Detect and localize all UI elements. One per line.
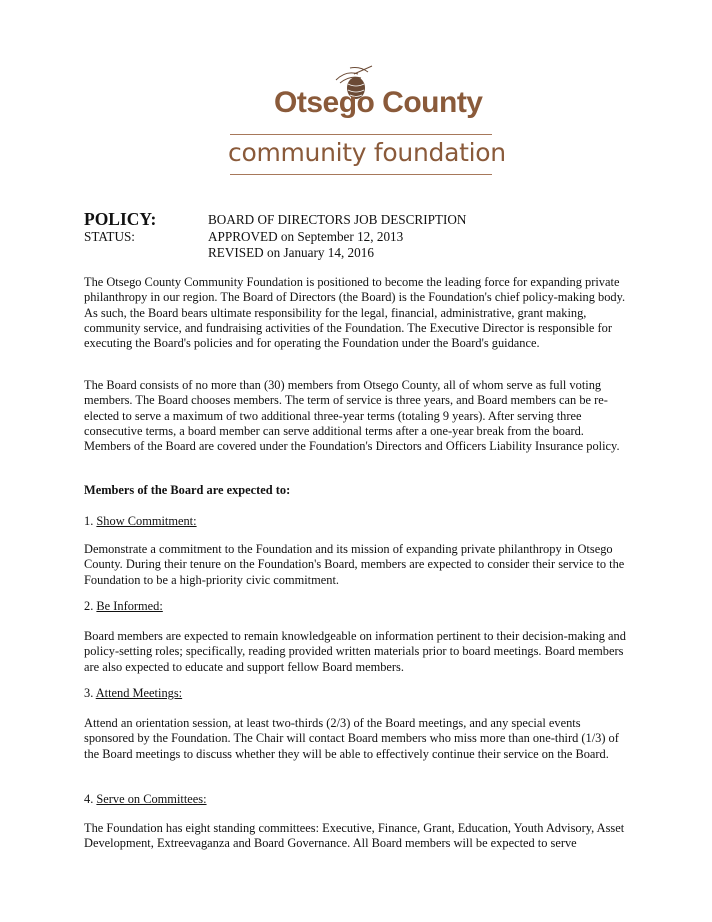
section-heading [84, 599, 629, 614]
status-revised: REVISED on January 14, 2016 [208, 245, 374, 260]
section-title: Show Commitment: [96, 514, 197, 528]
section-heading [84, 514, 629, 529]
section-text: The Foundation has eight standing committees: Executive, Finance, Grant, Education, Youth Advisory, Asset Development, Extreevaganza and Board Governance. All Board members will be expected to serve [84, 821, 625, 851]
section-number: 2. [84, 599, 94, 613]
composition-paragraph: The Board consists of no more than (30) members from Otsego County, all of whom serve as full voting members. The Board chooses members. The term of service is three years, and Board members can be re-elected to serve a maximum of two additional three-year terms (totaling 9 years). After serving three consecutive terms, a board member can serve additional terms after a one-year break from the board. Members of the Board are covered under the Foundation's Directors and Officers Liability Insurance policy. [84, 378, 620, 454]
section-title: Attend Meetings: [95, 686, 183, 700]
intro-paragraph: The Otsego County Community Foundation is positioned to become the leading force for expanding private philanthropy in our region. The Board of Directors (the Board) is the Foundation's chief policy-making body. As such, the Board bears ultimate responsibility for the legal, financial, administrative, grant making, community service, and fundraising activities of the Foundation. The Executive Director is responsible for executing the Board's policies and for operating the Foundation under the Board's guidance. [84, 275, 626, 351]
section-text: Board members are expected to remain knowledgeable on information pertinent to their decision-making and policy-setting roles; specifically, reading provided written materials prior to board meetings. Board members are also expected to educate and support fellow Board members. [84, 629, 626, 674]
logo-divider-top [230, 134, 492, 135]
expectations-heading: Members of the Board are expected to: [84, 483, 291, 497]
logo-tagline-text: community foundation [228, 138, 506, 167]
section-text: Demonstrate a commitment to the Foundation and its mission of expanding private philanthropy in Otsego County. During their tenure on the Foundation's Board, members are expected to consider their service to the Foundation to be a high-priority civic commitment. [84, 542, 625, 587]
logo-divider-bottom [230, 174, 492, 175]
section-title: Serve on Committees: [96, 792, 207, 806]
section-heading [84, 686, 629, 701]
section-number: 4. [84, 792, 94, 806]
section-number: 3. [84, 686, 94, 700]
status-label: STATUS: [84, 229, 135, 244]
status-approved: APPROVED on September 12, 2013 [208, 229, 404, 244]
logo-brand-text: Otsego County [274, 86, 483, 119]
section-text: Attend an orientation session, at least two-thirds (2/3) of the Board meetings, and any special events sponsored by the Foundation. The Chair will contact Board members who miss more than one-third (1/3) of the Board meetings to discuss whether they will be able to effectively continue their service on the Board. [84, 716, 619, 761]
policy-label: POLICY: [84, 209, 157, 229]
policy-value: BOARD OF DIRECTORS JOB DESCRIPTION [208, 212, 467, 227]
section-heading [84, 792, 629, 807]
organization-logo [222, 64, 506, 180]
section-number: 1. [84, 514, 94, 528]
section-title: Be Informed: [96, 599, 163, 613]
